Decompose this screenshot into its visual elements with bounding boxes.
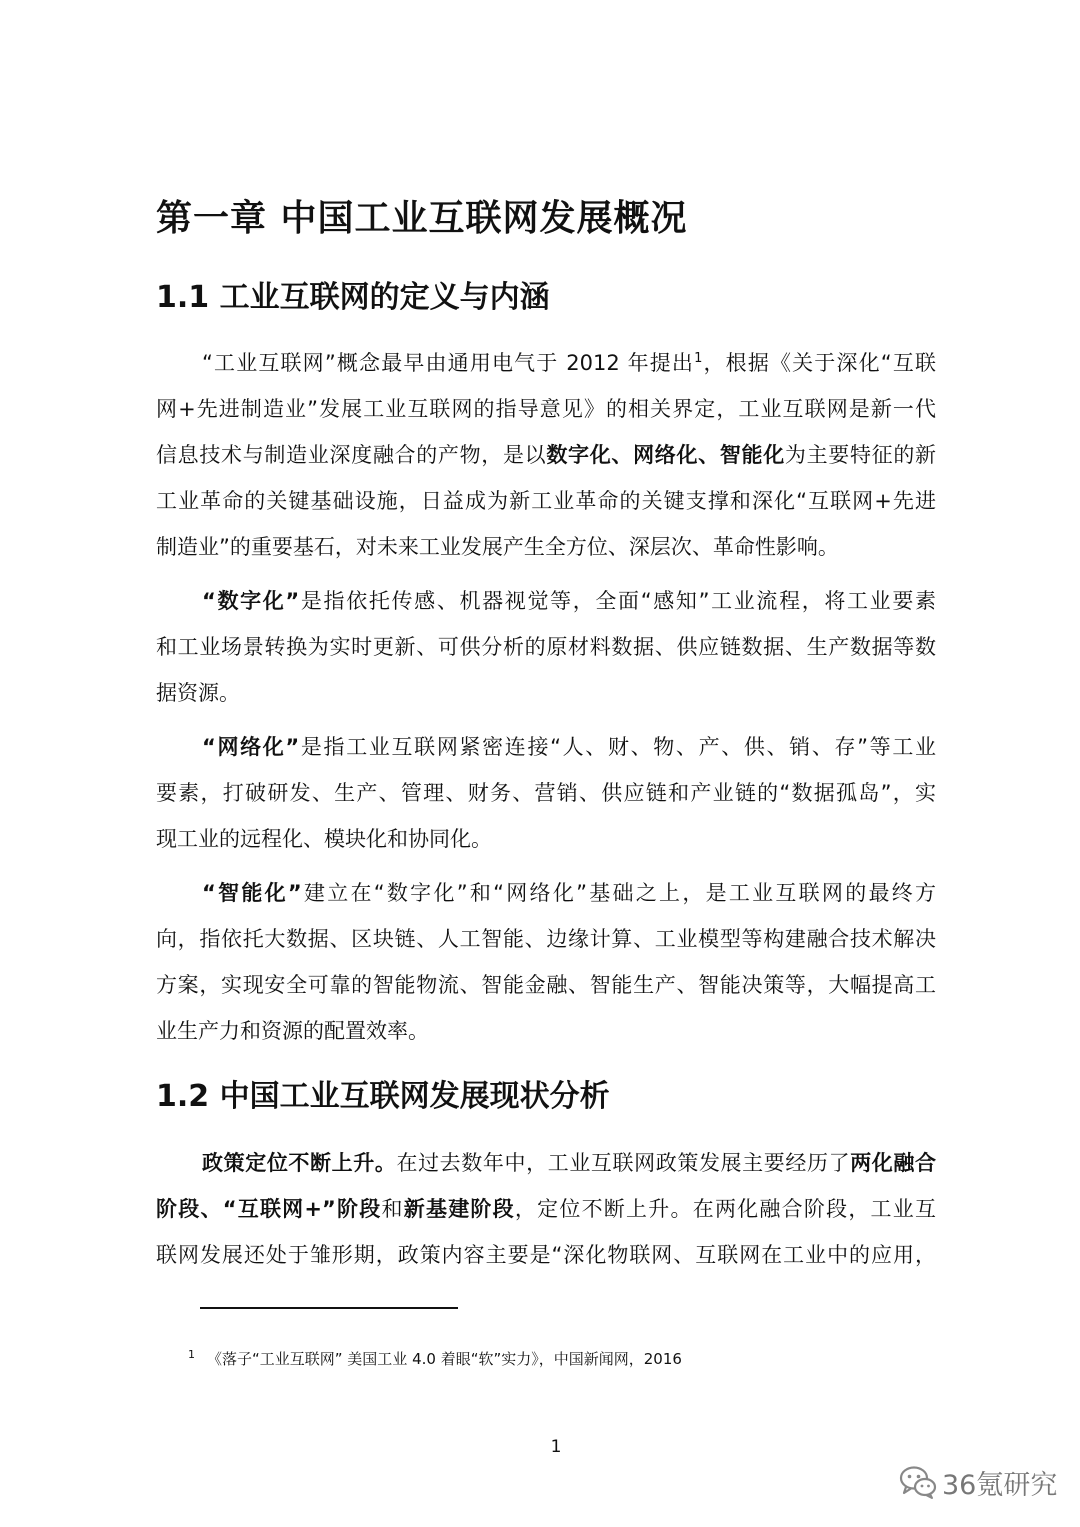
text-line: “网络化”是指工业互联网紧密连接“人、财、物、产、供、销、存”等工业: [202, 735, 936, 759]
intelligence-paragraph: [156, 870, 936, 1054]
text-line: 向，指依托大数据、区块链、人工智能、边缘计算、工业模型等构建融合技术解决: [156, 927, 936, 951]
text-line: 业生产力和资源的配置效率。: [156, 1019, 429, 1043]
footnote-mark: 1: [188, 1348, 195, 1361]
text-line: 方案，实现安全可靠的智能物流、智能金融、智能生产、智能决策等，大幅提高工: [156, 973, 936, 997]
chapter-title: 第一章 中国工业互联网发展概况: [156, 198, 688, 239]
footnote-text: 《落子“工业互联网” 美国工业 4.0 着眼“软”实力》，中国新闻网，2016: [207, 1350, 682, 1368]
section-1-1-body: [156, 340, 936, 1062]
text-line: “智能化”建立在“数字化”和“网络化”基础之上，是工业互联网的最终方: [202, 881, 936, 905]
footnote: [188, 1348, 682, 1369]
digitization-paragraph: [156, 578, 936, 716]
footnote-reference[interactable]: 1: [694, 351, 703, 366]
text-line: 阶段、“互联网+”阶段和新基建阶段，定位不断上升。在两化融合阶段，工业互: [156, 1197, 936, 1221]
text-line: 政策定位不断上升。在过去数年中，工业互联网政策发展主要经历了两化融合: [202, 1151, 936, 1175]
text-line: “工业互联网”概念最早由通用电气于 2012 年提出$^1$，根据《关于深化“互联: [202, 351, 936, 375]
networking-paragraph: [156, 724, 936, 862]
footnote-divider: [200, 1307, 458, 1309]
definition-paragraph: [156, 340, 936, 570]
page-number: 1: [550, 1437, 562, 1457]
text-line: 制造业”的重要基石，对未来工业发展产生全方位、深层次、革命性影响。: [156, 535, 839, 559]
watermark: [898, 1462, 1057, 1502]
text-line: 联网发展还处于雏形期，政策内容主要是“深化物联网、互联网在工业中的应用，: [156, 1243, 936, 1267]
section-heading-1-1: 1.1 工业互联网的定义与内涵: [156, 280, 550, 315]
text-line: 要素，打破研发、生产、管理、财务、营销、供应链和产业链的“数据孤岛”，实: [156, 781, 936, 805]
text-line: 网+先进制造业”发展工业互联网的指导意见》的相关界定，工业互联网是新一代: [156, 397, 936, 421]
text-line: 工业革命的关键基础设施，日益成为新工业革命的关键支撑和深化“互联网+先进: [156, 489, 936, 513]
wechat-icon: [898, 1464, 938, 1500]
text-line: 据资源。: [156, 681, 240, 705]
text-line: 和工业场景转换为实时更新、可供分析的原材料数据、供应链数据、生产数据等数: [156, 635, 936, 659]
section-1-2-body: [156, 1140, 936, 1286]
text-line: 现工业的远程化、模块化和协同化。: [156, 827, 492, 851]
text-line: “数字化”是指依托传感、机器视觉等，全面“感知”工业流程，将工业要素: [202, 589, 936, 613]
text-line: 信息技术与制造业深度融合的产物，是以数字化、网络化、智能化为主要特征的新: [156, 443, 936, 467]
policy-paragraph: [156, 1140, 936, 1278]
watermark-text: 36氪研究: [942, 1469, 1058, 1501]
section-heading-1-2: 1.2 中国工业互联网发展现状分析: [156, 1079, 610, 1114]
